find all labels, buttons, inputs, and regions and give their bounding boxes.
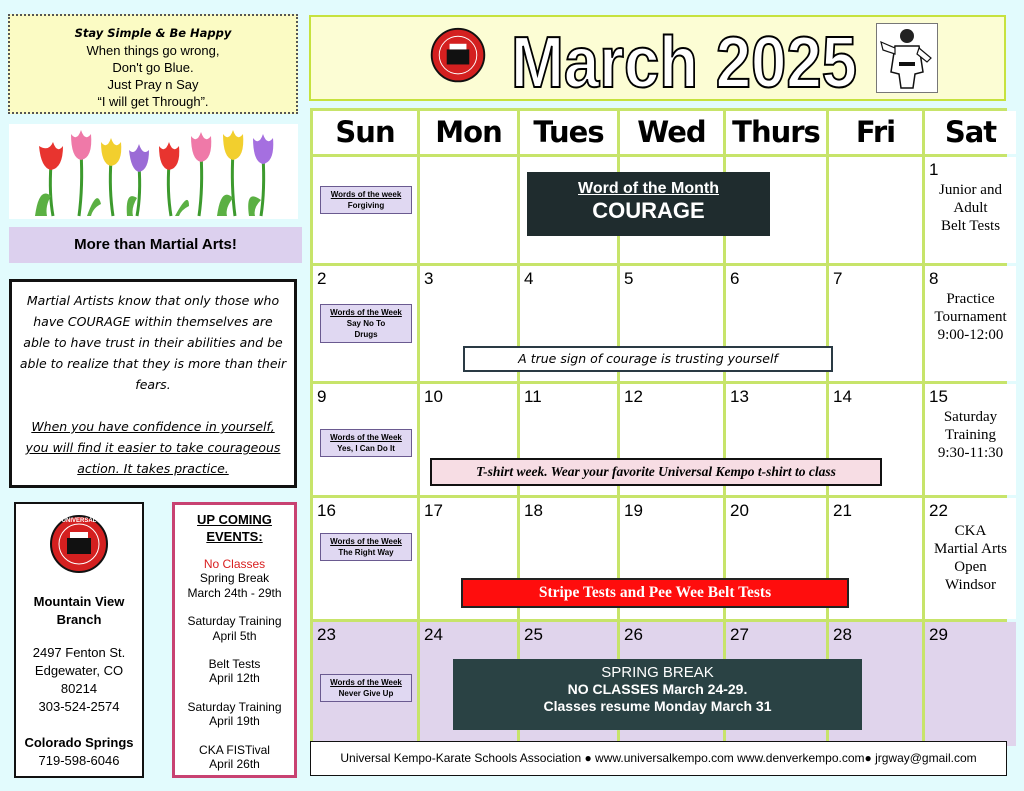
word-of-month-banner — [527, 172, 770, 236]
day-number: 16 — [317, 501, 336, 520]
day-header: Thurs — [726, 111, 826, 154]
day-number: 18 — [524, 501, 543, 520]
words-of-week — [320, 429, 412, 457]
day-number: 27 — [730, 625, 749, 644]
words-of-week — [320, 674, 412, 702]
day-number: 25 — [524, 625, 543, 644]
day-header: Fri — [829, 111, 922, 154]
tulips-image — [9, 124, 298, 219]
words-of-week-value: Say No To — [346, 319, 386, 328]
event-date: April 5th — [212, 628, 257, 643]
month-title — [508, 19, 860, 103]
words-of-week — [320, 533, 412, 561]
day-number: 6 — [730, 269, 740, 288]
day-number: 17 — [424, 501, 443, 520]
quote-line: Just Pray n Say — [107, 77, 199, 92]
quote-line: Don't go Blue. — [112, 60, 194, 75]
word-of-month-label: Word of the Month — [578, 180, 719, 197]
day-cell — [925, 384, 1016, 495]
day-number: 12 — [624, 387, 643, 406]
words-of-week-label: Words of the Week — [330, 308, 402, 317]
day-number: 11 — [524, 387, 542, 406]
spring-break-banner — [453, 659, 862, 730]
karate-figure-image — [876, 23, 938, 93]
footer-contact: Universal Kempo-Karate Schools Association ● www.universalkempo.com www.denverkempo.com● jrgway@gmail.com — [310, 741, 1007, 776]
words-of-week-value: Drugs — [354, 330, 378, 339]
note-line: Junior and — [939, 182, 1002, 198]
day-number: 15 — [929, 387, 948, 406]
day-header: Tues — [520, 111, 617, 154]
quote-line: When things go wrong, — [86, 43, 220, 58]
events-heading: UP COMING — [197, 512, 272, 527]
spring-break-line: Classes resume Monday March 31 — [543, 698, 772, 714]
event-title: Saturday Training — [187, 614, 282, 629]
words-of-week-value: Yes, I Can Do It — [337, 444, 395, 453]
day-note — [925, 181, 1016, 235]
note-line: Open — [954, 559, 987, 575]
note-line: Saturday — [943, 409, 998, 425]
stripe-tests-banner: Stripe Tests and Pee Wee Belt Tests — [461, 578, 849, 608]
events-heading: EVENTS: — [206, 529, 263, 544]
day-cell — [313, 157, 417, 263]
words-of-week-label: Words of the Week — [330, 537, 402, 546]
month-title-text: March 2025 — [511, 23, 857, 103]
day-header: Wed — [620, 111, 723, 154]
day-number: 8 — [929, 269, 939, 288]
note-line: Practice — [946, 291, 995, 307]
karate-figure-icon — [877, 24, 937, 92]
day-number: 10 — [424, 387, 443, 406]
event-date: March 24th - 29th — [187, 585, 282, 600]
day-number: 20 — [730, 501, 749, 520]
event-date: April 12th — [209, 671, 260, 686]
event-date: Spring Break — [199, 571, 270, 586]
branch-name — [16, 593, 142, 629]
day-number: 13 — [730, 387, 749, 406]
day-number: 26 — [624, 625, 643, 644]
words-of-week — [320, 304, 412, 343]
trust-banner: A true sign of courage is trusting yourself — [463, 346, 833, 372]
upcoming-events-box — [172, 502, 297, 778]
day-number: 23 — [317, 625, 336, 644]
note-line: Tournament — [934, 309, 1007, 325]
quote-box — [8, 14, 298, 114]
day-number: 14 — [833, 387, 852, 406]
day-cell — [925, 157, 1016, 263]
note-line: 9:00-12:00 — [937, 327, 1004, 343]
logo-lettering: UNIVERSAL — [61, 518, 97, 524]
note-line: Training — [944, 427, 997, 443]
more-than-martial-arts-banner: More than Martial Arts! — [9, 227, 302, 263]
quote-title: Stay Simple & Be Happy — [74, 26, 232, 40]
branch-name-line: Mountain View — [33, 594, 125, 609]
day-cell — [313, 622, 417, 746]
event-title: Belt Tests — [208, 657, 261, 672]
day-cell — [829, 157, 922, 263]
note-line: CKA — [954, 523, 987, 539]
day-number: 4 — [524, 269, 534, 288]
note-line: Windsor — [944, 577, 997, 593]
day-number: 19 — [624, 501, 643, 520]
day-header: Sat — [925, 111, 1016, 154]
event-title: No Classes — [203, 557, 266, 571]
day-number: 22 — [929, 501, 948, 520]
day-cell — [925, 266, 1016, 381]
day-number: 9 — [317, 387, 327, 406]
tulips-illustration — [9, 124, 298, 219]
address-zip: 80214 — [60, 681, 98, 696]
tshirt-week-banner: T-shirt week. Wear your favorite Universal Kempo t-shirt to class — [430, 458, 882, 486]
address-line: Edgewater, CO — [34, 663, 124, 678]
day-number: 21 — [833, 501, 852, 520]
day-number: 1 — [929, 160, 939, 179]
courage-paragraph: Martial Artists know that only those who have COURAGE within themselves are able to have trust in their abilities and be able to realize that they is more than their fears. — [19, 293, 287, 392]
day-cell — [925, 622, 1016, 746]
spring-break-title: SPRING BREAK — [601, 664, 714, 681]
day-note — [925, 408, 1016, 462]
quote-line: “I will get Through”. — [97, 94, 209, 109]
branch-name-line: Branch — [56, 612, 102, 627]
note-line: 9:30-11:30 — [937, 445, 1004, 461]
second-branch-name: Colorado Springs — [24, 735, 134, 750]
words-of-week-label: Words of the Week — [330, 433, 402, 442]
day-number: 7 — [833, 269, 843, 288]
day-cell — [829, 266, 922, 381]
note-line: Adult — [953, 200, 988, 216]
day-header: Mon — [420, 111, 517, 154]
day-cell — [313, 384, 417, 495]
event-date: April 19th — [209, 714, 260, 729]
day-number: 29 — [929, 625, 948, 644]
words-of-week-value: The Right Way — [338, 548, 394, 557]
courage-text-box — [9, 279, 297, 488]
branch-info-box — [14, 502, 144, 778]
school-logo — [49, 512, 109, 578]
day-number: 24 — [424, 625, 443, 644]
day-cell — [925, 498, 1016, 619]
words-of-week-value: Forgiving — [347, 201, 385, 210]
school-logo — [429, 25, 487, 87]
event-date: April 26th — [209, 757, 260, 772]
day-number: 2 — [317, 269, 327, 288]
words-of-week-label: Words of the week — [330, 190, 402, 199]
words-of-week — [320, 186, 412, 214]
confidence-paragraph: When you have confidence in yourself, you will find it easier to take courageous action. It takes practice. — [25, 419, 281, 476]
word-of-month-value: COURAGE — [592, 198, 705, 223]
day-cell — [420, 157, 517, 263]
branch-address — [16, 644, 142, 716]
second-branch-phone: 719-598-6046 — [38, 753, 120, 768]
event-title: Saturday Training — [187, 699, 282, 714]
day-note — [925, 522, 1016, 594]
day-number: 28 — [833, 625, 852, 644]
note-line: Belt Tests — [940, 218, 1001, 234]
event-title: CKA FISTival — [199, 742, 270, 757]
day-cell — [313, 266, 417, 381]
day-number: 5 — [624, 269, 634, 288]
words-of-week-label: Words of the Week — [330, 678, 402, 687]
branch-phone: 303-524-2574 — [38, 699, 120, 714]
address-line: 2497 Fenton St. — [32, 645, 126, 660]
day-cell — [313, 498, 417, 619]
spring-break-line: NO CLASSES March 24-29. — [567, 681, 748, 697]
words-of-week-value: Never Give Up — [338, 689, 394, 698]
day-note — [925, 290, 1016, 344]
day-number: 3 — [424, 269, 434, 288]
note-line: Martial Arts — [934, 541, 1007, 557]
day-header: Sun — [313, 111, 417, 154]
